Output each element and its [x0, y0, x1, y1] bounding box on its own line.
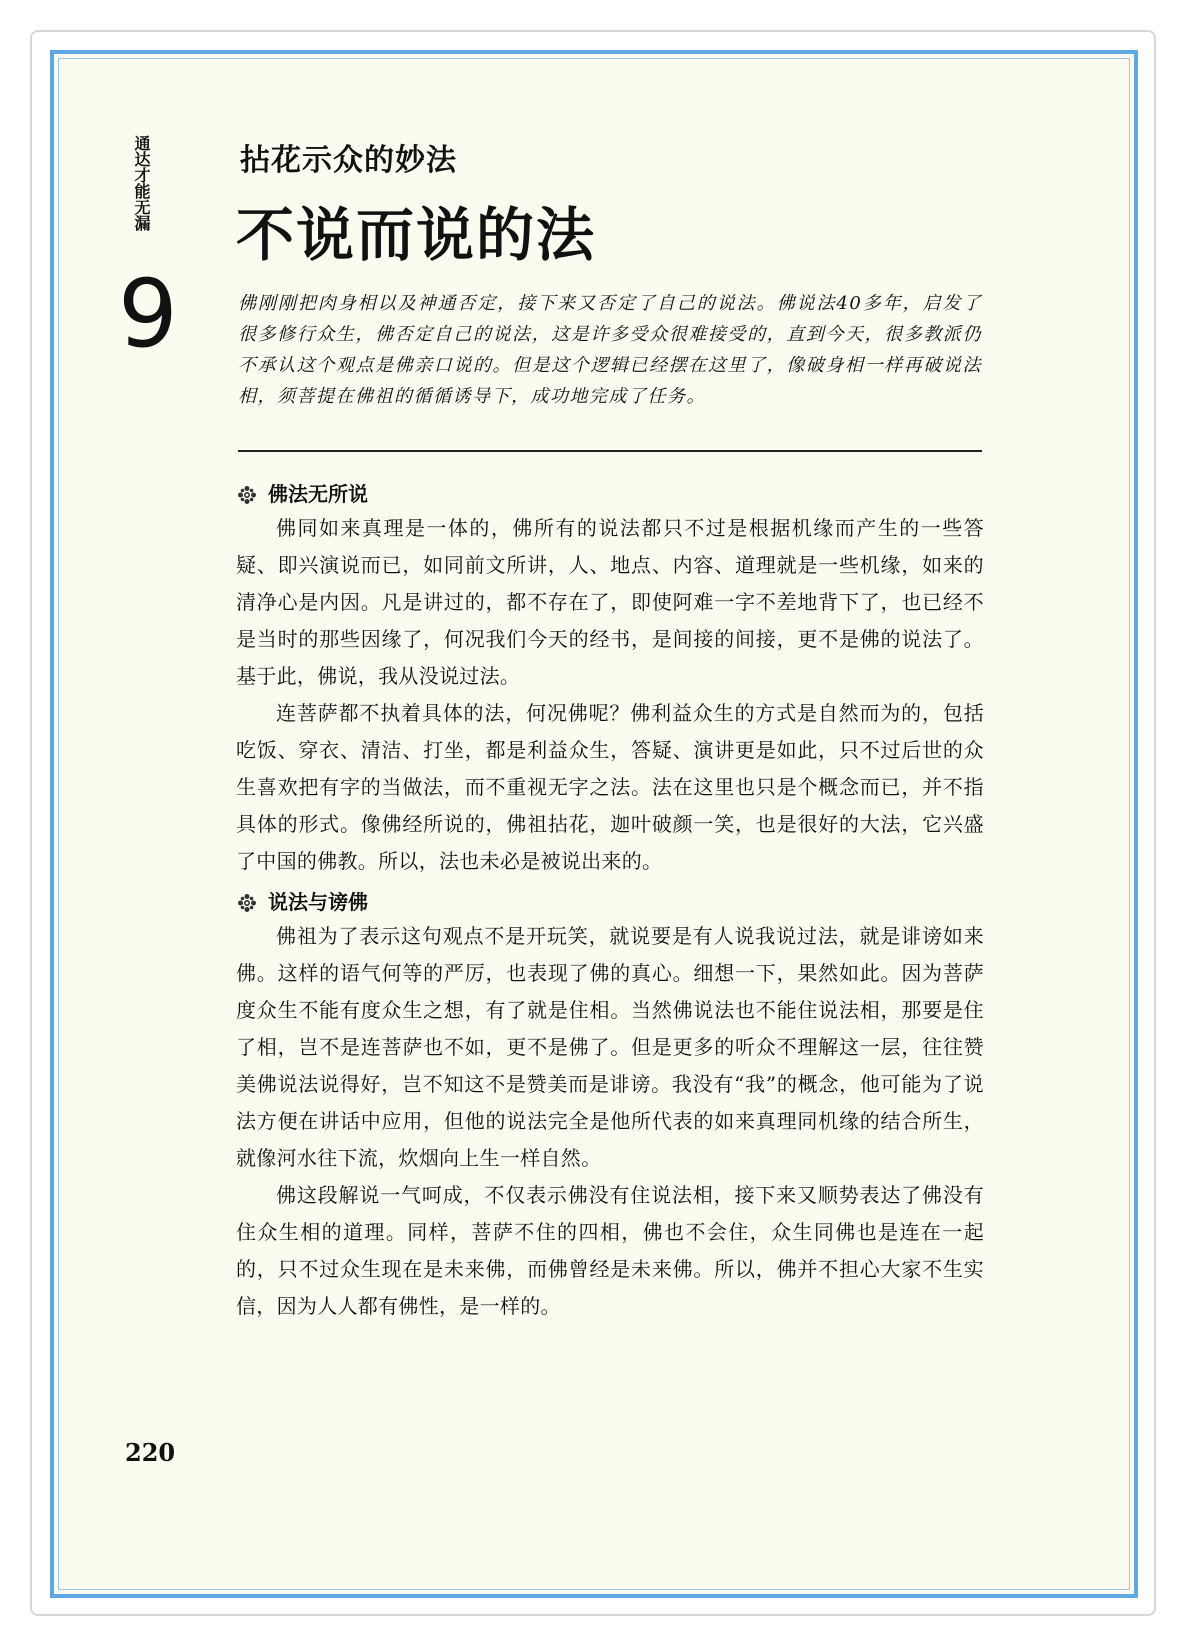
divider	[238, 450, 982, 452]
body-paragraph: 佛这段解说一气呵成，不仅表示佛没有住说法相，接下来又顺势表达了佛没有住众生相的道理。同样，菩萨不住的四相，佛也不会住，众生同佛也是连在一起的，只不过众生现在是未来佛，而佛曾经是未来佛。所以，佛并不担心大家不生实信，因为人人都有佛性，是一样的。	[236, 1183, 984, 1318]
flower-ornament-icon	[236, 483, 258, 505]
section-heading-text: 说法与谤佛	[268, 890, 368, 914]
side-chapter-label: 通达才能无漏	[132, 135, 151, 231]
body-paragraph: 佛同如来真理是一体的，佛所有的说法都只不过是根据机缘而产生的一些答疑、即兴演说而已，如同前文所讲，人、地点、内容、道理就是一些机缘，如来的清净心是内因。凡是讲过的，都不存在了，即使阿难一字不差地背下了，也已经不是当时的那些因缘了，何况我们今天的经书，是间接的间接，更不是佛的说法了。基于此，佛说，我从没说过法。	[236, 516, 984, 688]
flower-ornament-icon	[236, 891, 258, 913]
intro-paragraph: 佛刚刚把肉身相以及神通否定，接下来又否定了自己的说法。佛说法40多年，启发了很多修行众生，佛否定自己的说法，这是许多受众很难接受的，直到今天，很多教派仍不承认这个观点是佛亲口说的。但是这个逻辑已经摆在这里了，像破身相一样再破说法相，须菩提在佛祖的循循诱导下，成功地完成了任务。	[238, 293, 982, 407]
section-heading	[236, 886, 984, 918]
section-title: 不说而说的法	[236, 201, 597, 269]
body-paragraph: 佛祖为了表示这句观点不是开玩笑，就说要是有人说我说过法，就是诽谤如来佛。这样的语气何等的严厉，也表现了佛的真心。细想一下，果然如此。因为菩萨度众生不能有度众生之想，有了就是住相。当然佛说法也不能住说法相，那要是住了相，岂不是连菩萨也不如，更不是佛了。但是更多的听众不理解这一层，往往赞美佛说法说得好，岂不知这不是赞美而是诽谤。我没有“我”的概念，他可能为了说法方便在讲话中应用，但他的说法完全是他所代表的如来真理同机缘的结合所生，就像河水往下流，炊烟向上生一样自然。	[236, 924, 984, 1170]
chapter-number: 9	[118, 260, 178, 369]
section-subtitle: 拈花示众的妙法	[240, 143, 457, 178]
page-number: 220	[125, 1438, 176, 1467]
body-content	[236, 478, 984, 1325]
body-paragraph: 连菩萨都不执着具体的法，何况佛呢？佛利益众生的方式是自然而为的，包括吃饭、穿衣、清洁、打坐，都是利益众生，答疑、演讲更是如此，只不过后世的众生喜欢把有字的当做法，而不重视无字之法。法在这里也只是个概念而已，并不指具体的形式。像佛经所说的，佛祖拈花，迦叶破颜一笑，也是很好的大法，它兴盛了中国的佛教。所以，法也未必是被说出来的。	[236, 701, 984, 873]
section-heading-text: 佛法无所说	[268, 482, 368, 506]
section-heading	[236, 478, 984, 510]
